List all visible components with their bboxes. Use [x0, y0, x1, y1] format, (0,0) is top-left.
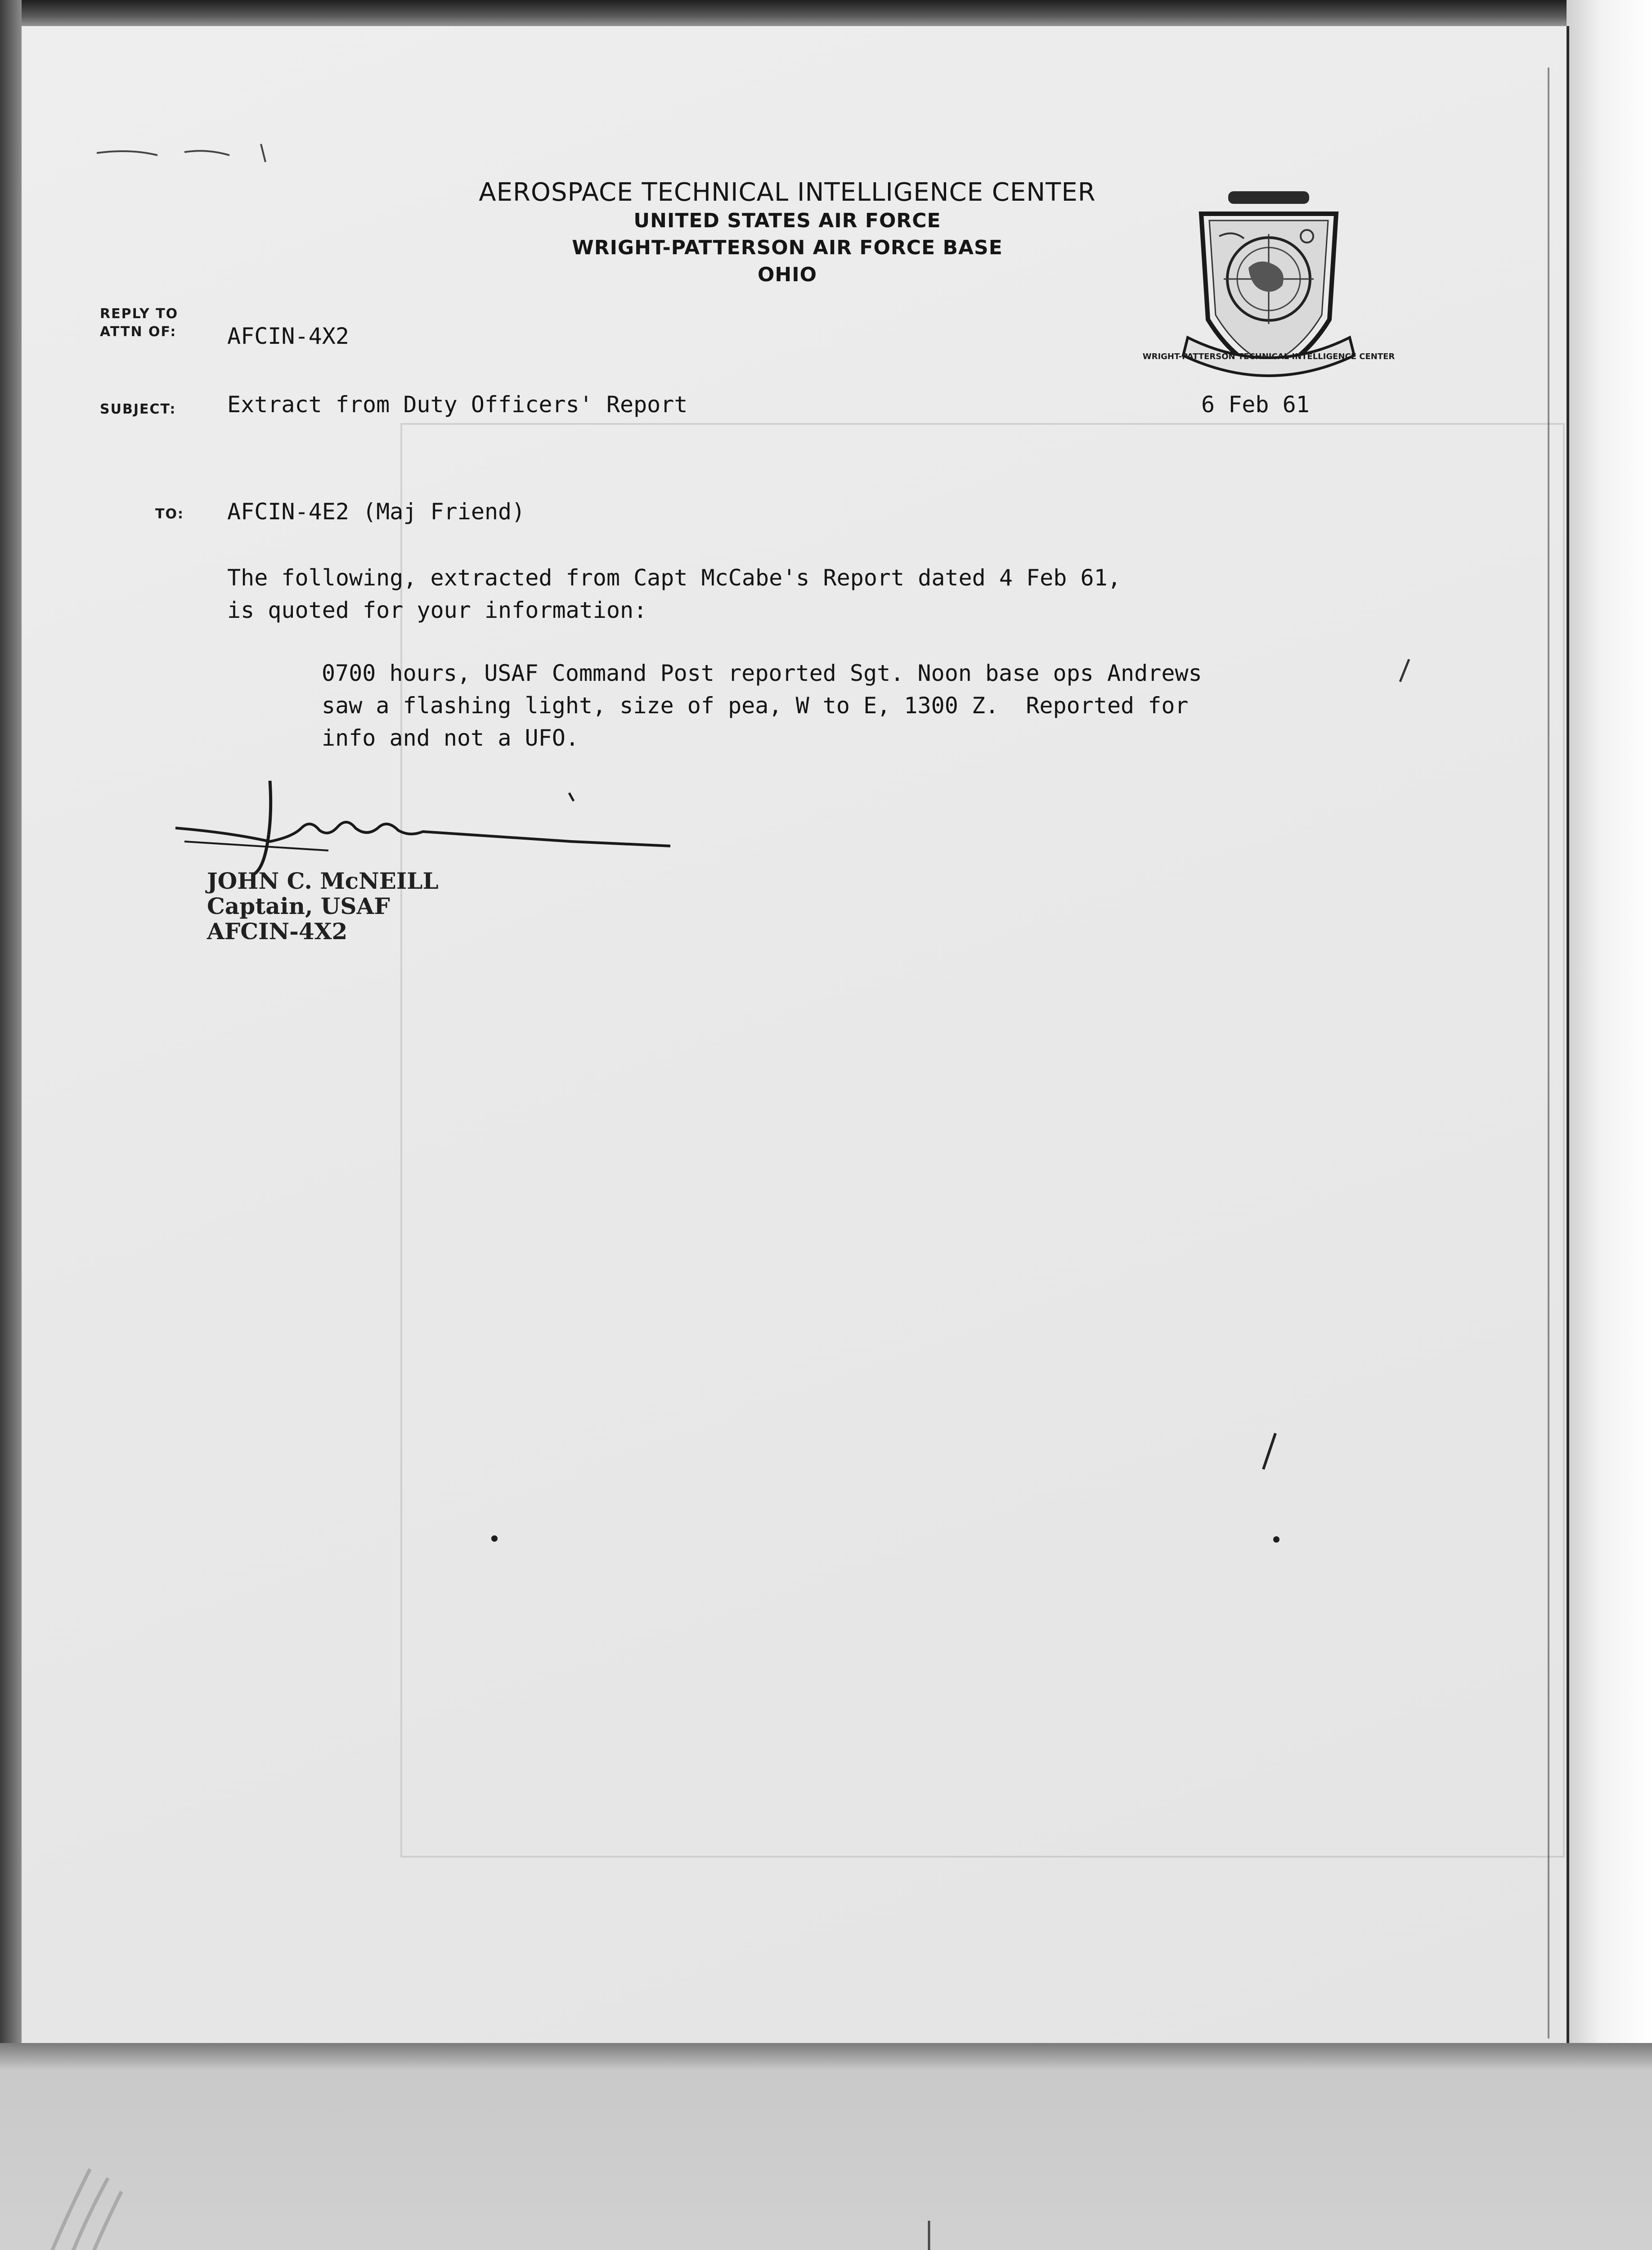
pen-mark	[1260, 1431, 1278, 1472]
reply-to-value: AFCIN-4X2	[227, 323, 349, 349]
letterhead-line-2: UNITED STATES AIR FORCE	[633, 209, 941, 232]
ink-speck	[491, 1535, 498, 1542]
ink-speck	[1273, 1536, 1279, 1543]
subject-label: SUBJECT:	[100, 401, 176, 417]
quote-line-3: info and not a UFO.	[322, 725, 579, 751]
scan-edge-right	[1567, 0, 1652, 2052]
page-bottom-shadow	[0, 2043, 1652, 2070]
signature-block	[207, 868, 439, 944]
signer-office: AFCIN-4X2	[207, 918, 348, 945]
pen-mark	[1395, 657, 1413, 684]
letterhead-line-4: OHIO	[757, 263, 817, 286]
quote-line-2: saw a flashing light, size of pea, W to E, 1300 Z. Reported for	[322, 693, 1189, 719]
quoted-paragraph	[322, 657, 1202, 754]
intro-paragraph	[227, 562, 1121, 626]
quote-line-1: 0700 hours, USAF Command Post reported Sgt. Noon base ops Andrews	[322, 660, 1202, 686]
signer-rank: Captain, USAF	[207, 893, 390, 919]
reply-to-label	[100, 305, 178, 341]
letter-date: 6 Feb 61	[1201, 392, 1310, 418]
intro-line-2: is quoted for your information:	[227, 597, 647, 623]
letterhead-title: AEROSPACE TECHNICAL INTELLIGENCE CENTER	[479, 178, 1096, 207]
scan-edge-left	[0, 0, 22, 2052]
reply-to-label-line2: ATTN OF:	[100, 324, 177, 340]
scanner-bed	[0, 2070, 1652, 2250]
subject-value: Extract from Duty Officers' Report	[227, 392, 688, 418]
to-label: TO:	[155, 506, 184, 522]
scan-edge-top	[0, 0, 1652, 27]
page-fold-line	[1548, 68, 1549, 2038]
scanner-mark	[922, 2218, 949, 2250]
scan-smudge	[94, 135, 283, 171]
scanner-smudge	[36, 2151, 126, 2250]
handwritten-signature	[166, 774, 684, 878]
signer-name: JOHN C. McNEILL	[207, 868, 439, 894]
bleed-through-frame	[400, 423, 1565, 1858]
crest-seal-text: WRIGHT-PATTERSON TECHNICAL INTELLIGENCE CENTER	[1142, 352, 1395, 361]
air-force-intelligence-crest-icon	[1142, 189, 1395, 392]
intro-line-1: The following, extracted from Capt McCabe's Report dated 4 Feb 61,	[227, 565, 1121, 591]
reply-to-label-line1: REPLY TO	[100, 306, 179, 322]
letterhead-line-3: WRIGHT-PATTERSON AIR FORCE BASE	[572, 236, 1003, 259]
to-value: AFCIN-4E2 (Maj Friend)	[227, 499, 525, 525]
